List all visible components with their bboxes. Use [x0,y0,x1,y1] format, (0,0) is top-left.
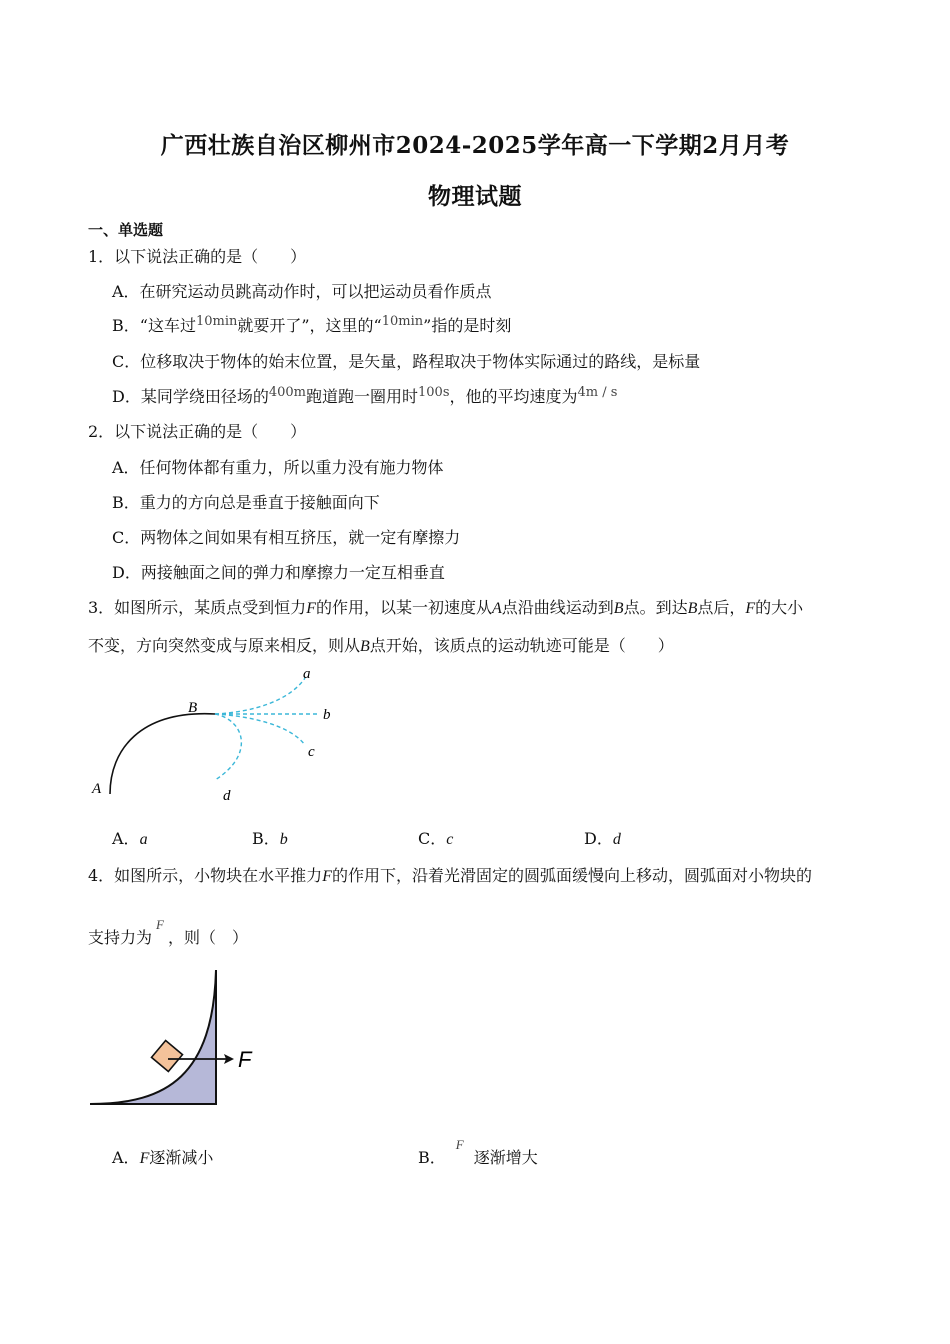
q3-stem-line1 [88,595,803,618]
q3-trajectory-figure [80,660,350,810]
q4-var-F-support: F [156,917,164,932]
small-block [152,1041,183,1072]
q1-b-value1: 10min [195,314,238,329]
q4-option-b [418,1137,538,1168]
q3-option-a [112,826,148,849]
q4-text: 支持力为 [88,928,153,947]
q3-text: 点后， [697,598,746,617]
arc-surface [90,970,216,1104]
q1-b-mid: 就要开了”，这里的“ [237,316,382,335]
option-letter: A． [112,1148,140,1167]
q3-text: 点沿曲线运动到 [501,598,614,617]
q1-stem: 1．以下说法正确的是（ ） [88,247,307,266]
q1-option-b [112,313,511,336]
q3-text: 点。到达 [623,598,688,617]
page-title: 广西壮族自治区柳州市2024-2025学年高一下学期2月月考 [160,132,790,159]
q1-d-value2: 100s [418,385,450,400]
q4-option-a [112,1145,213,1168]
q1-option-d [112,384,617,407]
q3-var-B: B [613,600,624,617]
q1-d-value1: 400m [268,385,306,400]
page-subtitle: 物理试题 [428,183,522,210]
q4-var-F: F [322,868,332,885]
q1-option-c: C．位移取决于物体的始末位置，是矢量，路程取决于物体实际通过的路线，是标量 [112,352,701,371]
q4-arc-figure [88,965,278,1110]
label-c: c [308,744,315,760]
q3-text: 的大小 [755,598,804,617]
option-text: 逐渐减小 [149,1148,214,1167]
q1-d-pre: D．某同学绕田径场的 [112,387,269,406]
label-a: a [303,666,311,682]
q1-b-post: ”指的是时刻 [423,316,512,335]
label-B: B [188,700,198,716]
q2-option-c: C．两物体之间如果有相互挤压，就一定有摩擦力 [112,528,461,547]
q2-option-d: D．两接触面之间的弹力和摩擦力一定互相垂直 [112,563,445,582]
path-d [215,714,241,780]
option-letter: B． [418,1148,446,1167]
option-value: c [446,831,454,848]
option-value: b [279,831,288,848]
q4-text: ，则（ ） [167,928,248,947]
q1-b-pre: B．“这车过 [112,316,196,335]
trajectory-curve-AB [110,714,215,794]
path-a [215,678,305,714]
q2-stem: 2．以下说法正确的是（ ） [88,422,307,441]
q4-text: 4．如图所示，小物块在水平推力 [88,866,323,885]
label-d: d [223,788,231,804]
q3-text: 点开始，该质点的运动轨迹可能是（ ） [369,636,674,655]
option-letter: B． [252,829,280,848]
q3-text: 的作用，以某一初速度从 [315,598,492,617]
q1-b-value2: 10min [381,314,424,329]
option-letter: A． [112,829,140,848]
q3-var-A: A [491,600,502,617]
q1-option-a: A．在研究运动员跳高动作时，可以把运动员看作质点 [112,282,492,301]
q2-option-a: A．任何物体都有重力，所以重力没有施力物体 [112,458,444,477]
q1-d-value3: 4m / s [577,385,618,400]
option-var-F: F [455,1137,464,1152]
q3-text: 不变，方向突然变成与原来相反，则从 [88,636,361,655]
q4-text: 的作用下，沿着光滑固定的圆弧面缓慢向上移动，圆弧面对小物块的 [331,866,812,885]
force-label-F: F [238,1047,252,1072]
q3-option-d [584,826,621,849]
option-value: a [139,831,148,848]
label-b: b [323,707,331,723]
q2-option-b: B．重力的方向总是垂直于接触面向下 [112,493,380,512]
option-text: 逐渐增大 [473,1148,538,1167]
q3-var-F: F [306,600,316,617]
label-A: A [92,781,102,797]
q1-d-mid2: ，他的平均速度为 [449,387,578,406]
option-letter: C． [418,829,447,848]
q1-d-mid1: 跑道跑一圈用时 [305,387,418,406]
q3-var-F: F [745,600,756,617]
q3-var-B: B [360,638,370,655]
q4-stem-line1 [88,863,812,886]
q3-option-b [252,826,288,849]
section-heading: 一、单选题 [88,221,164,239]
q3-var-B: B [687,600,698,617]
q3-option-c [418,826,453,849]
q4-stem-line2 [88,917,248,948]
q3-stem-line2 [88,633,674,656]
option-value: d [612,831,621,848]
option-letter: D． [584,829,613,848]
option-var-F: F [139,1150,150,1167]
q3-text: 3．如图所示，某质点受到恒力 [88,598,307,617]
